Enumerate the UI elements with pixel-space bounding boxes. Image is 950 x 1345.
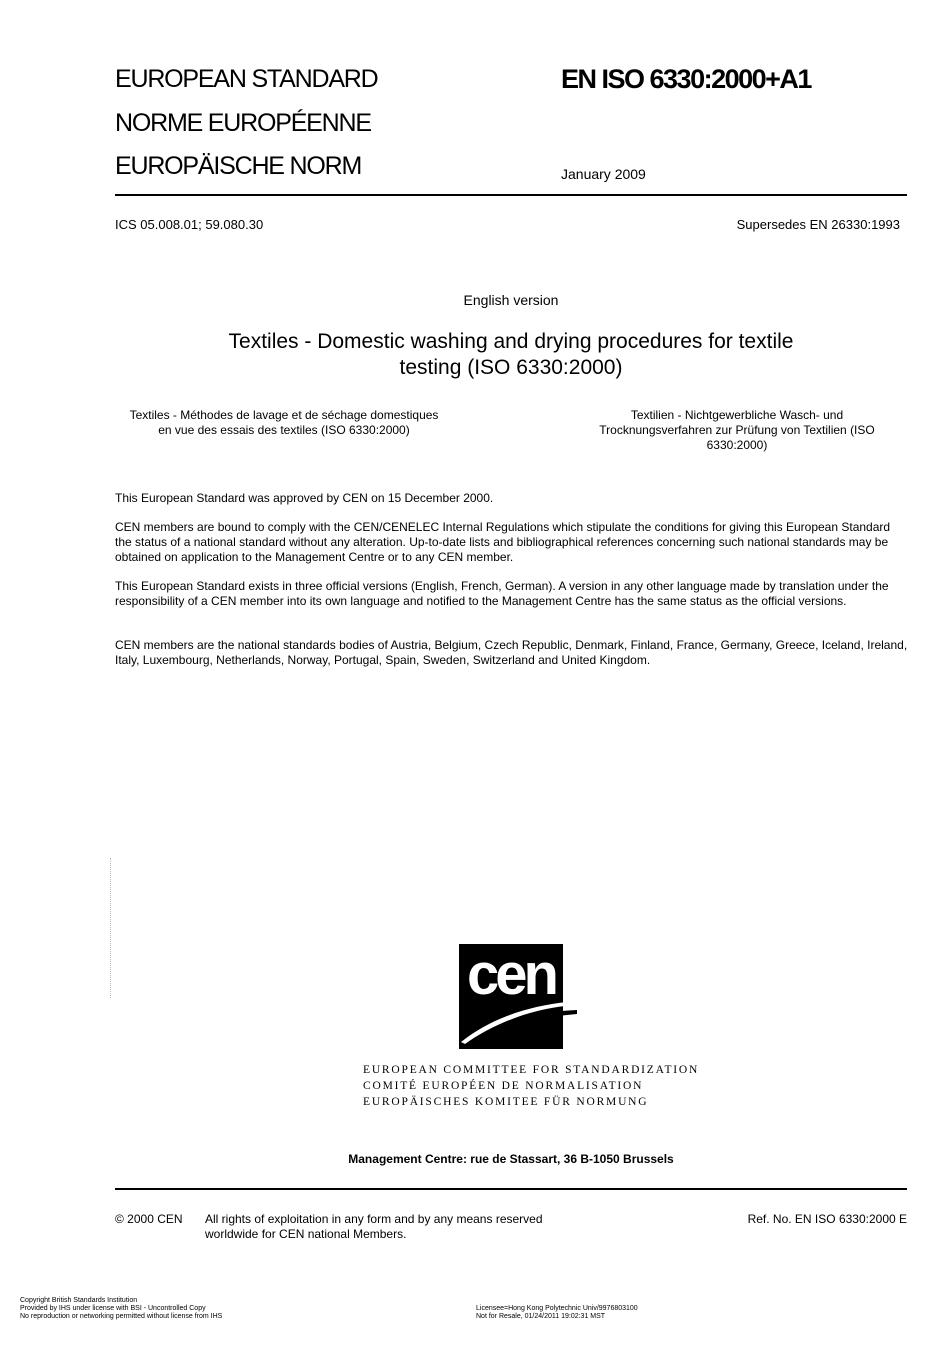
header-english: EUROPEAN STANDARD xyxy=(115,65,378,93)
ics-code: ICS 05.008.01; 59.080.30 xyxy=(115,217,264,232)
copyright: © 2000 CEN xyxy=(115,1212,183,1226)
rights-line-1: All rights of exploitation in any form and by any means reserved xyxy=(205,1212,543,1226)
german-title-line-1: Textilien - Nichtgewerbliche Wasch- und xyxy=(630,408,844,422)
supersedes: Supersedes EN 26330:1993 xyxy=(736,217,900,232)
standard-number: EN ISO 6330:2000+A1 xyxy=(561,64,811,94)
approval-paragraph: This European Standard was approved by CEN on 15 December 2000. xyxy=(115,491,494,505)
cen-logo-graphic xyxy=(459,944,577,1049)
french-title xyxy=(115,408,453,438)
members-paragraph: CEN members are the national standards bodies of Austria, Belgium, Czech Republic, Denmark, Finland, France, Germany, Greece, Iceland, Ireland, Italy, Luxembourg, Netherlands, Norway, Portugal, Spain, Sweden, Switzerland and United Kingdom. xyxy=(115,638,908,667)
rights-line-2: worldwide for CEN national Members. xyxy=(205,1227,407,1241)
header-german: EUROPÄISCHE NORM xyxy=(115,152,362,180)
version-label: English version xyxy=(463,292,559,308)
license-notice-right xyxy=(476,1305,638,1321)
cen-name-english: EUROPEAN COMMITTEE FOR STANDARDIZATION xyxy=(363,1064,700,1076)
license-left-2: Provided by IHS under license with BSI - Uncontrolled Copy xyxy=(20,1305,206,1312)
license-notice-left xyxy=(20,1297,222,1321)
versions-paragraph: This European Standard exists in three official versions (English, French, German). A version in any other language made by translation under the responsibility of a CEN member into its own language and notified to the Management Centre has the same status as the official versions. xyxy=(115,579,889,608)
title-line-2: testing (ISO 6330:2000) xyxy=(399,356,623,379)
cen-logo xyxy=(459,944,577,1049)
cen-logo-text: cen xyxy=(467,944,555,1007)
license-left-3: No reproduction or networking permitted without license from IHS xyxy=(20,1313,223,1320)
footer-rule xyxy=(115,1188,907,1190)
german-title-line-2: Trocknungsverfahren zur Prüfung von Textilien (ISO xyxy=(599,423,875,437)
publication-date: January 2009 xyxy=(561,166,646,182)
french-title-line-1: Textiles - Méthodes de lavage et de séchage domestiques xyxy=(129,408,439,422)
header-french: NORME EUROPÉENNE xyxy=(115,109,371,137)
compliance-paragraph: CEN members are bound to comply with the CEN/CENELEC Internal Regulations which stipulate the conditions for giving this European Standard the status of a national standard without any alteration. Up-to-date lists and bibliographical references concerning such national standards may be obtained on application to the Management Centre or to any CEN member. xyxy=(115,520,891,564)
reference-number: Ref. No. EN ISO 6330:2000 E xyxy=(747,1212,907,1226)
management-centre-address: Management Centre: rue de Stassart, 36 B-1050 Brussels xyxy=(348,1152,674,1166)
german-title xyxy=(580,408,894,453)
margin-mark xyxy=(110,858,111,998)
title-line-1: Textiles - Domestic washing and drying procedures for textile xyxy=(228,330,794,353)
german-title-line-3: 6330:2000) xyxy=(706,438,768,452)
cen-name-german: EUROPÄISCHES KOMITEE FÜR NORMUNG xyxy=(363,1096,649,1108)
french-title-line-2: en vue des essais des textiles (ISO 6330:2000) xyxy=(158,423,410,437)
license-right-1: Licensee=Hong Kong Polytechnic Univ/9976803100 xyxy=(476,1305,638,1312)
cen-name-french: COMITÉ EUROPÉEN DE NORMALISATION xyxy=(363,1080,644,1092)
license-right-2: Not for Resale, 01/24/2011 19:02:31 MST xyxy=(476,1313,606,1320)
rights-statement xyxy=(205,1212,543,1242)
license-left-1: Copyright British Standards Institution xyxy=(20,1297,138,1304)
document-title xyxy=(115,329,907,381)
header-rule xyxy=(115,194,907,196)
